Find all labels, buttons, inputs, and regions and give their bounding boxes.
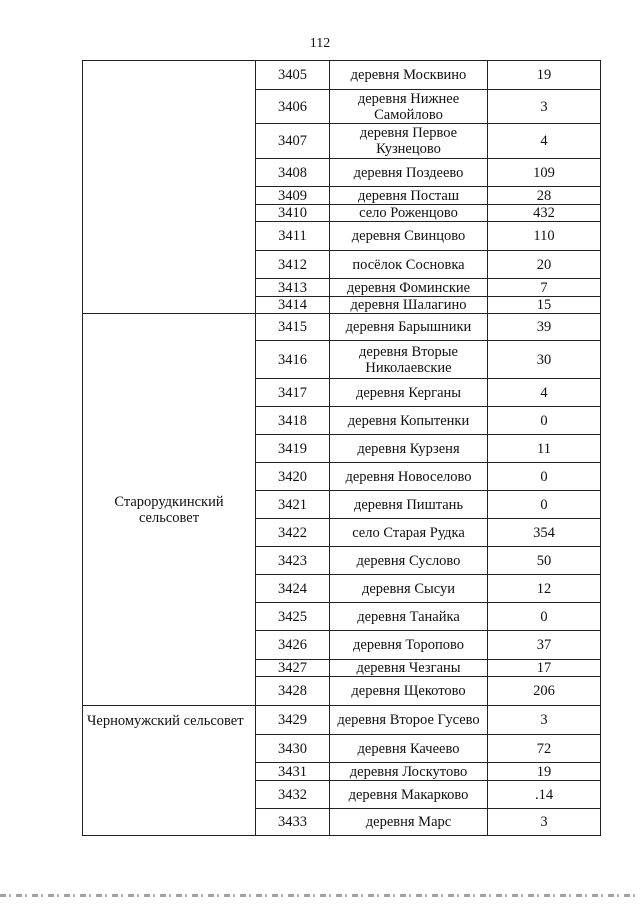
settlement-name-cell: село Старая Рудка (330, 519, 488, 547)
settlement-name-cell: деревня Чезганы (330, 660, 488, 677)
municipality-cell: Старорудкинский сельсовет (83, 314, 256, 706)
population-cell: 0 (488, 491, 601, 519)
population-cell: 0 (488, 407, 601, 435)
population-cell: 3 (488, 809, 601, 836)
settlement-name-cell: деревня Качеево (330, 735, 488, 763)
settlement-name-cell: село Роженцово (330, 205, 488, 222)
settlement-name-cell: деревня Лоскутово (330, 763, 488, 781)
settlement-name-cell: деревня Сысуи (330, 575, 488, 603)
settlement-name-cell: деревня Вторые Николаевские (330, 341, 488, 379)
settlement-number-cell: 3426 (256, 631, 330, 660)
table-row (83, 706, 601, 735)
settlement-number-cell: 3405 (256, 61, 330, 90)
population-cell: 20 (488, 251, 601, 279)
settlement-name-cell: деревня Москвино (330, 61, 488, 90)
population-cell: 3 (488, 90, 601, 124)
settlement-name-cell: деревня Торопово (330, 631, 488, 660)
settlements-table (82, 60, 601, 836)
settlement-number-cell: 3417 (256, 379, 330, 407)
settlement-number-cell: 3432 (256, 781, 330, 809)
settlement-name-cell: деревня Пиштань (330, 491, 488, 519)
population-cell: 0 (488, 603, 601, 631)
scan-artifact (0, 894, 640, 897)
settlement-name-cell: деревня Копытенки (330, 407, 488, 435)
settlement-name-cell: деревня Второе Гусево (330, 706, 488, 735)
population-cell: 72 (488, 735, 601, 763)
population-cell: .14 (488, 781, 601, 809)
settlement-number-cell: 3413 (256, 279, 330, 297)
settlement-name-cell: деревня Керганы (330, 379, 488, 407)
settlement-number-cell: 3422 (256, 519, 330, 547)
population-cell: 15 (488, 297, 601, 314)
settlement-name-cell: деревня Танайка (330, 603, 488, 631)
population-cell: 19 (488, 61, 601, 90)
settlement-number-cell: 3418 (256, 407, 330, 435)
settlement-name-cell: деревня Фоминские (330, 279, 488, 297)
settlement-name-cell: деревня Марс (330, 809, 488, 836)
settlement-name-cell: деревня Свинцово (330, 222, 488, 251)
settlement-number-cell: 3416 (256, 341, 330, 379)
population-cell: 206 (488, 677, 601, 706)
settlement-number-cell: 3412 (256, 251, 330, 279)
population-cell: 28 (488, 187, 601, 205)
population-cell: 4 (488, 379, 601, 407)
settlement-name-cell: деревня Щекотово (330, 677, 488, 706)
settlement-name-cell: деревня Макарково (330, 781, 488, 809)
population-cell: 109 (488, 159, 601, 187)
settlement-number-cell: 3427 (256, 660, 330, 677)
population-cell: 3 (488, 706, 601, 735)
population-cell: 110 (488, 222, 601, 251)
settlement-number-cell: 3421 (256, 491, 330, 519)
settlements-table-body (83, 61, 601, 836)
settlement-name-cell: деревня Поздеево (330, 159, 488, 187)
population-cell: 30 (488, 341, 601, 379)
settlement-name-cell: деревня Курзеня (330, 435, 488, 463)
settlement-number-cell: 3433 (256, 809, 330, 836)
settlement-number-cell: 3431 (256, 763, 330, 781)
settlement-name-cell: деревня Первое Кузнецово (330, 124, 488, 159)
population-cell: 0 (488, 463, 601, 491)
settlement-name-cell: посёлок Сосновка (330, 251, 488, 279)
population-cell: 39 (488, 314, 601, 341)
settlement-name-cell: деревня Новоселово (330, 463, 488, 491)
settlement-number-cell: 3409 (256, 187, 330, 205)
population-cell: 7 (488, 279, 601, 297)
population-cell: 11 (488, 435, 601, 463)
settlement-number-cell: 3430 (256, 735, 330, 763)
settlement-name-cell: деревня Суслово (330, 547, 488, 575)
settlement-number-cell: 3411 (256, 222, 330, 251)
settlement-number-cell: 3406 (256, 90, 330, 124)
population-cell: 19 (488, 763, 601, 781)
settlement-number-cell: 3423 (256, 547, 330, 575)
settlement-number-cell: 3419 (256, 435, 330, 463)
municipality-cell (83, 61, 256, 314)
settlement-number-cell: 3425 (256, 603, 330, 631)
settlement-number-cell: 3408 (256, 159, 330, 187)
settlement-number-cell: 3415 (256, 314, 330, 341)
population-cell: 354 (488, 519, 601, 547)
settlement-number-cell: 3424 (256, 575, 330, 603)
settlement-number-cell: 3429 (256, 706, 330, 735)
settlement-name-cell: деревня Барышники (330, 314, 488, 341)
settlement-name-cell: деревня Посташ (330, 187, 488, 205)
municipality-cell: Черномужский сельсовет (83, 706, 256, 836)
population-cell: 4 (488, 124, 601, 159)
population-cell: 432 (488, 205, 601, 222)
settlement-name-cell: деревня Шалагино (330, 297, 488, 314)
settlement-number-cell: 3407 (256, 124, 330, 159)
settlement-name-cell: деревня Нижнее Самойлово (330, 90, 488, 124)
table-row (83, 61, 601, 90)
settlement-number-cell: 3428 (256, 677, 330, 706)
population-cell: 37 (488, 631, 601, 660)
population-cell: 17 (488, 660, 601, 677)
table-row (83, 314, 601, 341)
settlement-number-cell: 3410 (256, 205, 330, 222)
settlement-number-cell: 3420 (256, 463, 330, 491)
population-cell: 50 (488, 547, 601, 575)
settlement-number-cell: 3414 (256, 297, 330, 314)
population-cell: 12 (488, 575, 601, 603)
page-number: 112 (309, 36, 331, 51)
